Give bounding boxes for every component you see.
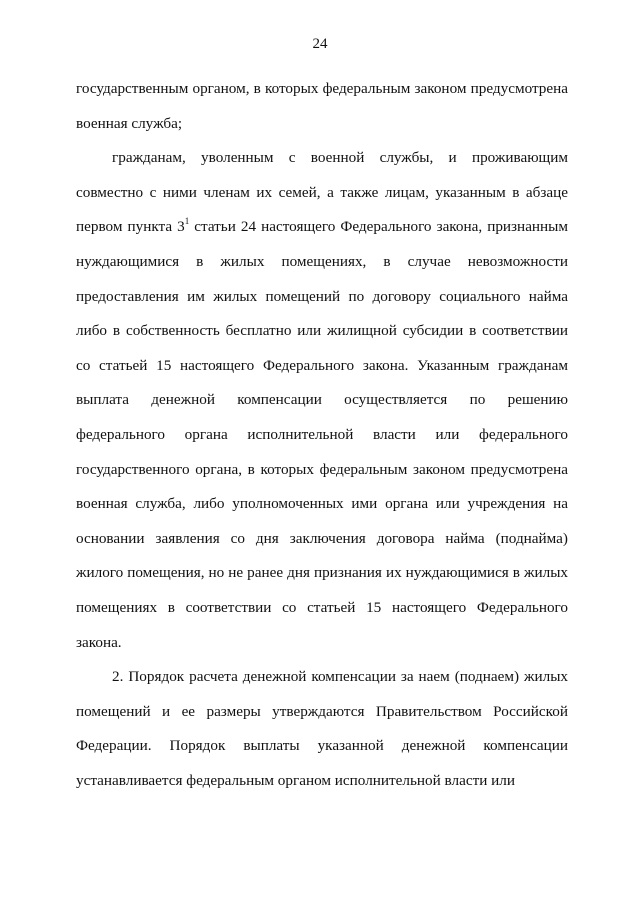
page-number: 24: [312, 36, 328, 52]
superscript-index: 1: [184, 216, 190, 227]
paragraph-text-part-1: гражданам, уволенным с военной службы, и проживающим совместно с ними членам их семей, а также лицам, указанным в абзаце первом пункта 3: [76, 149, 568, 236]
document-body: [76, 72, 568, 798]
paragraph-continuation: государственным органом, в которых федеральным законом предусмотрена военная служба;: [76, 80, 568, 132]
paragraph-item-2: 2. Порядок расчета денежной компенсации за наем (поднаем) жилых помещений и ее размеры утверждаются Правительством Российской Федерации. Порядок выплаты указанной денежной компенсации устанавливается федеральным органом исполнительной власти или: [76, 668, 568, 789]
paragraph-citizens-discharged: [76, 141, 568, 660]
paragraph-text-part-2: статьи 24 настоящего Федерального закона, признанным нуждающимися в жилых помещениях, в случае невозможности предоставления им жилых помещений по договору социального найма либо в собственность бесплатно или жилищной субсидии в соответствии со статьей 15 настоящего Федерального закона. Указанным гражданам выплата денежной компенсации осуществляется по решению федерального органа исполнительной власти или федерального государственного органа, в которых федеральным законом предусмотрена военная служба, либо уполномоченных ими органа или учреждения на основании заявления со дня заключения договора найма (поднайма) жилого помещения, но не ранее дня признания их нуждающимися в жилых помещениях в соответствии со статьей 15 настоящего Федерального закона.: [76, 218, 568, 651]
